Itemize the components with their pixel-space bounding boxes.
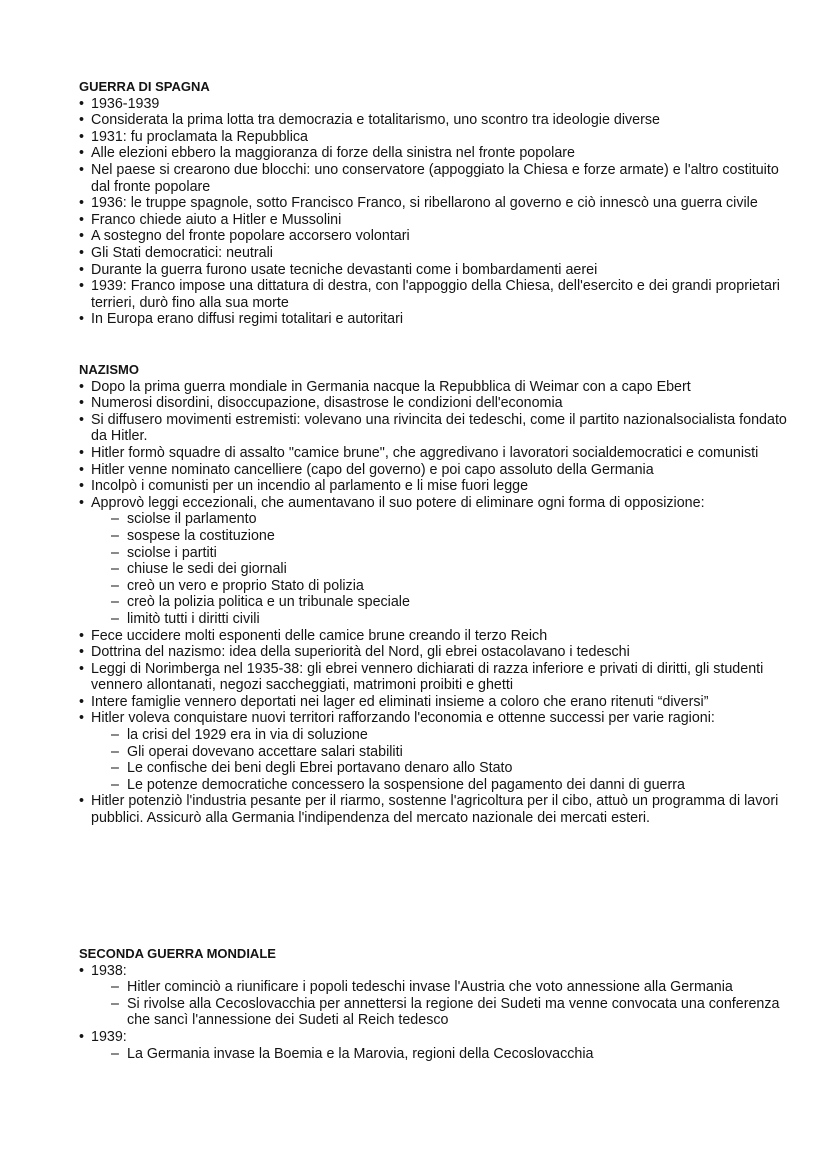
list-item: • Dopo la prima guerra mondiale in Germania nacque la Repubblica di Weimar con a capo Ebert xyxy=(79,379,788,396)
list-item: • Numerosi disordini, disoccupazione, disastrose le condizioni dell'economia xyxy=(79,395,788,412)
list-item: • Gli Stati democratici: neutrali xyxy=(79,245,788,262)
list-item-text: • 1938: xyxy=(91,962,127,979)
sub-list-item: – chiuse le sedi dei giornali xyxy=(91,561,788,578)
sub-list-ragioni xyxy=(91,727,788,793)
section-heading: NAZISMO xyxy=(79,362,139,377)
list-item: • 1939: Franco impose una dittatura di destra, con l'appoggio della Chiesa, dell'esercito e dei grandi proprietari terrieri, durò fino alla sua morte xyxy=(79,278,788,311)
section-nazismo xyxy=(79,362,788,827)
list-item: • 1936: le truppe spagnole, sotto Francisco Franco, si ribellarono al governo e ciò innescò una guerra civile xyxy=(79,195,788,212)
sub-list-item: – Le potenze democratiche concessero la sospensione del pagamento dei danni di guerra xyxy=(91,777,788,794)
list-item-text: • 1939: xyxy=(91,1028,127,1045)
list-item: • Hitler potenziò l'industria pesante per il riarmo, sostenne l'agricoltura per il cibo, attuò un programma di lavori pubblici. Assicurò alla Germania l'indipendenza del mercato nazionale dei mercati esteri. xyxy=(79,793,788,826)
list-item: • Franco chiede aiuto a Hitler e Mussolini xyxy=(79,212,788,229)
sub-list-item: – la crisi del 1929 era in via di soluzione xyxy=(91,727,788,744)
list-item-text: • Hitler voleva conquistare nuovi territori rafforzando l'economia e ottenne successi per varie ragioni: xyxy=(91,710,715,727)
list-item: • Incolpò i comunisti per un incendio al parlamento e li mise fuori legge xyxy=(79,478,788,495)
list-item: • Durante la guerra furono usate tecniche devastanti come i bombardamenti aerei xyxy=(79,262,788,279)
list-item xyxy=(79,963,788,1029)
list-item: • Fece uccidere molti esponenti delle camice brune creando il terzo Reich xyxy=(79,628,788,645)
sub-list-item: – creò la polizia politica e un tribunale speciale xyxy=(91,594,788,611)
sub-list-item: – Si rivolse alla Cecoslovacchia per annettersi la regione dei Sudeti ma venne convocata una conferenza che sancì l'annessione dei Sudeti al Reich tedesco xyxy=(91,996,788,1029)
list-item: • Considerata la prima lotta tra democrazia e totalitarismo, uno scontro tra ideologie diverse xyxy=(79,112,788,129)
list-item: • Alle elezioni ebbero la maggioranza di forze della sinistra nel fronte popolare xyxy=(79,145,788,162)
sub-list-item: – Hitler cominciò a riunificare i popoli tedeschi invase l'Austria che voto annessione alla Germania xyxy=(91,979,788,996)
list-item: • Intere famiglie vennero deportati nei lager ed eliminati insieme a coloro che erano ritenuti “diversi” xyxy=(79,694,788,711)
list-item: • A sostegno del fronte popolare accorsero volontari xyxy=(79,228,788,245)
sub-list-item: – Gli operai dovevano accettare salari stabiliti xyxy=(91,744,788,761)
list-item: • Si diffusero movimenti estremisti: volevano una rivincita dei tedeschi, come il partito nazionalsocialista fondato da Hitler. xyxy=(79,412,788,445)
list-item: • 1936-1939 xyxy=(79,96,788,113)
section-guerra-di-spagna xyxy=(79,79,788,328)
bullet-list xyxy=(79,963,788,1063)
sub-list-item: – limitò tutti i diritti civili xyxy=(91,611,788,628)
bullet-list xyxy=(79,379,788,827)
list-item: • Dottrina del nazismo: idea della superiorità del Nord, gli ebrei ostacolavano i tedeschi xyxy=(79,644,788,661)
sub-list-item: – Le confische dei beni degli Ebrei portavano denaro allo Stato xyxy=(91,760,788,777)
list-item: • Hitler formò squadre di assalto "camice brune", che aggredivano i lavoratori socialdemocratici e comunisti xyxy=(79,445,788,462)
list-item: • 1931: fu proclamata la Repubblica xyxy=(79,129,788,146)
sub-list-opposizione xyxy=(91,511,788,627)
list-item: • Leggi di Norimberga nel 1935-38: gli ebrei vennero dichiarati di razza inferiore e privati di diritti, gli studenti vennero allontanati, negozi saccheggiati, matrimoni proibiti e ghetti xyxy=(79,661,788,694)
list-item xyxy=(79,1029,788,1062)
sub-list-item: – sospese la costituzione xyxy=(91,528,788,545)
sub-list-1939 xyxy=(91,1046,788,1063)
list-item-text: • Approvò leggi eccezionali, che aumentavano il suo potere di eliminare ogni forma di opposizione: xyxy=(91,494,705,511)
bullet-list xyxy=(79,96,788,328)
section-heading: SECONDA GUERRA MONDIALE xyxy=(79,946,276,961)
list-item: • Nel paese si crearono due blocchi: uno conservatore (appoggiato la Chiesa e forze armate) e l'altro costituito dal fronte popolare xyxy=(79,162,788,195)
list-item xyxy=(79,495,788,628)
list-item xyxy=(79,710,788,793)
sub-list-1938 xyxy=(91,979,788,1029)
list-item: • In Europa erano diffusi regimi totalitari e autoritari xyxy=(79,311,788,328)
sub-list-item: – creò un vero e proprio Stato di polizia xyxy=(91,578,788,595)
sub-list-item: – sciolse il parlamento xyxy=(91,511,788,528)
sub-list-item: – La Germania invase la Boemia e la Marovia, regioni della Cecoslovacchia xyxy=(91,1046,788,1063)
section-seconda-guerra-mondiale xyxy=(79,946,788,1062)
section-heading: GUERRA DI SPAGNA xyxy=(79,79,210,94)
sub-list-item: – sciolse i partiti xyxy=(91,545,788,562)
list-item: • Hitler venne nominato cancelliere (capo del governo) e poi capo assoluto della Germania xyxy=(79,462,788,479)
